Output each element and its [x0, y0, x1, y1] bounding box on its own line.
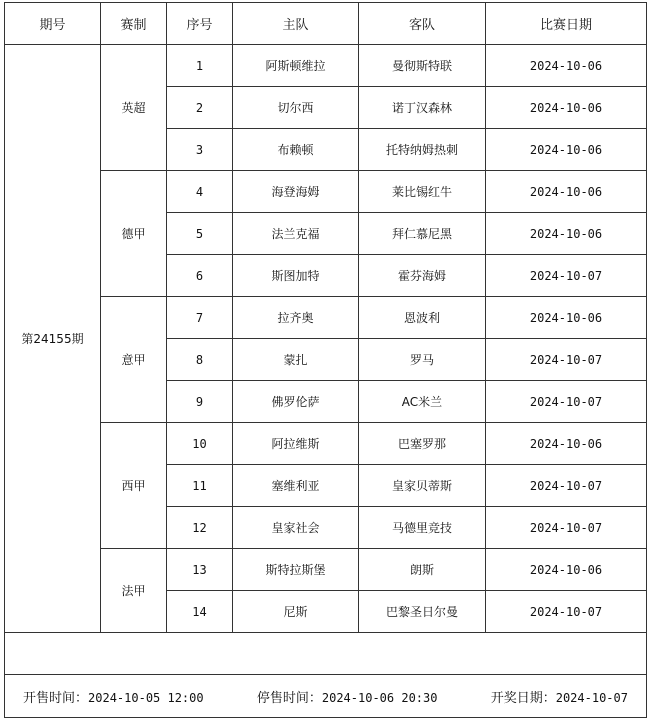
date-cell: 2024-10-07 [486, 255, 647, 297]
league-cell: 德甲 [101, 171, 167, 297]
blank-row [5, 633, 647, 675]
away-team-cell: 罗马 [359, 339, 486, 381]
away-team-cell: 莱比锡红牛 [359, 171, 486, 213]
date-cell: 2024-10-06 [486, 171, 647, 213]
seq-cell: 6 [167, 255, 233, 297]
away-team-cell: 诺丁汉森林 [359, 87, 486, 129]
seq-cell: 9 [167, 381, 233, 423]
home-team-cell: 皇家社会 [233, 507, 359, 549]
date-cell: 2024-10-06 [486, 129, 647, 171]
seq-cell: 10 [167, 423, 233, 465]
draw-date-value: 2024-10-07 [555, 690, 628, 705]
away-team-cell: 曼彻斯特联 [359, 45, 486, 87]
home-team-cell: 布赖顿 [233, 129, 359, 171]
date-cell: 2024-10-07 [486, 339, 647, 381]
home-team-cell: 斯特拉斯堡 [233, 549, 359, 591]
league-cell: 西甲 [101, 423, 167, 549]
sale-start-label: 开售时间： [23, 690, 89, 706]
seq-cell: 8 [167, 339, 233, 381]
table-row [5, 171, 647, 213]
away-team-cell: 托特纳姆热刺 [359, 129, 486, 171]
away-team-cell: 皇家贝蒂斯 [359, 465, 486, 507]
lottery-schedule-sheet [4, 2, 646, 711]
home-team-cell: 佛罗伦萨 [233, 381, 359, 423]
away-team-cell: 巴黎圣日尔曼 [359, 591, 486, 633]
header-period: 期号 [5, 3, 101, 45]
home-team-cell: 塞维利亚 [233, 465, 359, 507]
home-team-cell: 法兰克福 [233, 213, 359, 255]
home-team-cell: 阿拉维斯 [233, 423, 359, 465]
seq-cell: 5 [167, 213, 233, 255]
home-team-cell: 拉齐奥 [233, 297, 359, 339]
league-cell: 法甲 [101, 549, 167, 633]
seq-cell: 7 [167, 297, 233, 339]
table-row [5, 549, 647, 591]
date-cell: 2024-10-06 [486, 423, 647, 465]
date-cell: 2024-10-07 [486, 591, 647, 633]
seq-cell: 4 [167, 171, 233, 213]
away-team-cell: 霍芬海姆 [359, 255, 486, 297]
seq-cell: 1 [167, 45, 233, 87]
league-cell: 英超 [101, 45, 167, 171]
sale-stop-label: 停售时间： [256, 690, 322, 706]
date-cell: 2024-10-07 [486, 507, 647, 549]
draw-date-info [491, 687, 628, 706]
table-row [5, 423, 647, 465]
header-row [5, 3, 647, 45]
away-team-cell: 恩波利 [359, 297, 486, 339]
home-team-cell: 尼斯 [233, 591, 359, 633]
sale-info-footer [5, 687, 646, 706]
header-away-team: 客队 [359, 3, 486, 45]
seq-cell: 2 [167, 87, 233, 129]
seq-cell: 13 [167, 549, 233, 591]
date-cell: 2024-10-06 [486, 213, 647, 255]
header-home-team: 主队 [233, 3, 359, 45]
sale-start-value: 2024-10-05 12:00 [88, 690, 204, 705]
date-cell: 2024-10-07 [486, 381, 647, 423]
table-row [5, 297, 647, 339]
away-team-cell: AC米兰 [359, 381, 486, 423]
period-cell: 第24155期 [5, 45, 101, 633]
sale-stop-value: 2024-10-06 20:30 [321, 690, 438, 705]
away-team-cell: 巴塞罗那 [359, 423, 486, 465]
header-match-date: 比赛日期 [486, 3, 647, 45]
footer-row [5, 675, 647, 718]
home-team-cell: 切尔西 [233, 87, 359, 129]
date-cell: 2024-10-06 [486, 45, 647, 87]
date-cell: 2024-10-06 [486, 297, 647, 339]
header-competition: 赛制 [101, 3, 167, 45]
draw-date-label: 开奖日期： [490, 690, 556, 706]
away-team-cell: 拜仁慕尼黑 [359, 213, 486, 255]
seq-cell: 11 [167, 465, 233, 507]
match-schedule-table [4, 2, 647, 718]
sale-stop-info [257, 687, 438, 706]
away-team-cell: 马德里竞技 [359, 507, 486, 549]
home-team-cell: 蒙扎 [233, 339, 359, 381]
seq-cell: 3 [167, 129, 233, 171]
away-team-cell: 朗斯 [359, 549, 486, 591]
date-cell: 2024-10-06 [486, 549, 647, 591]
table-row [5, 45, 647, 87]
date-cell: 2024-10-06 [486, 87, 647, 129]
league-cell: 意甲 [101, 297, 167, 423]
seq-cell: 14 [167, 591, 233, 633]
seq-cell: 12 [167, 507, 233, 549]
blank-cell [5, 633, 647, 675]
home-team-cell: 斯图加特 [233, 255, 359, 297]
header-seq: 序号 [167, 3, 233, 45]
footer-cell [5, 675, 647, 718]
home-team-cell: 海登海姆 [233, 171, 359, 213]
home-team-cell: 阿斯顿维拉 [233, 45, 359, 87]
sale-start-info [23, 687, 204, 706]
date-cell: 2024-10-07 [486, 465, 647, 507]
